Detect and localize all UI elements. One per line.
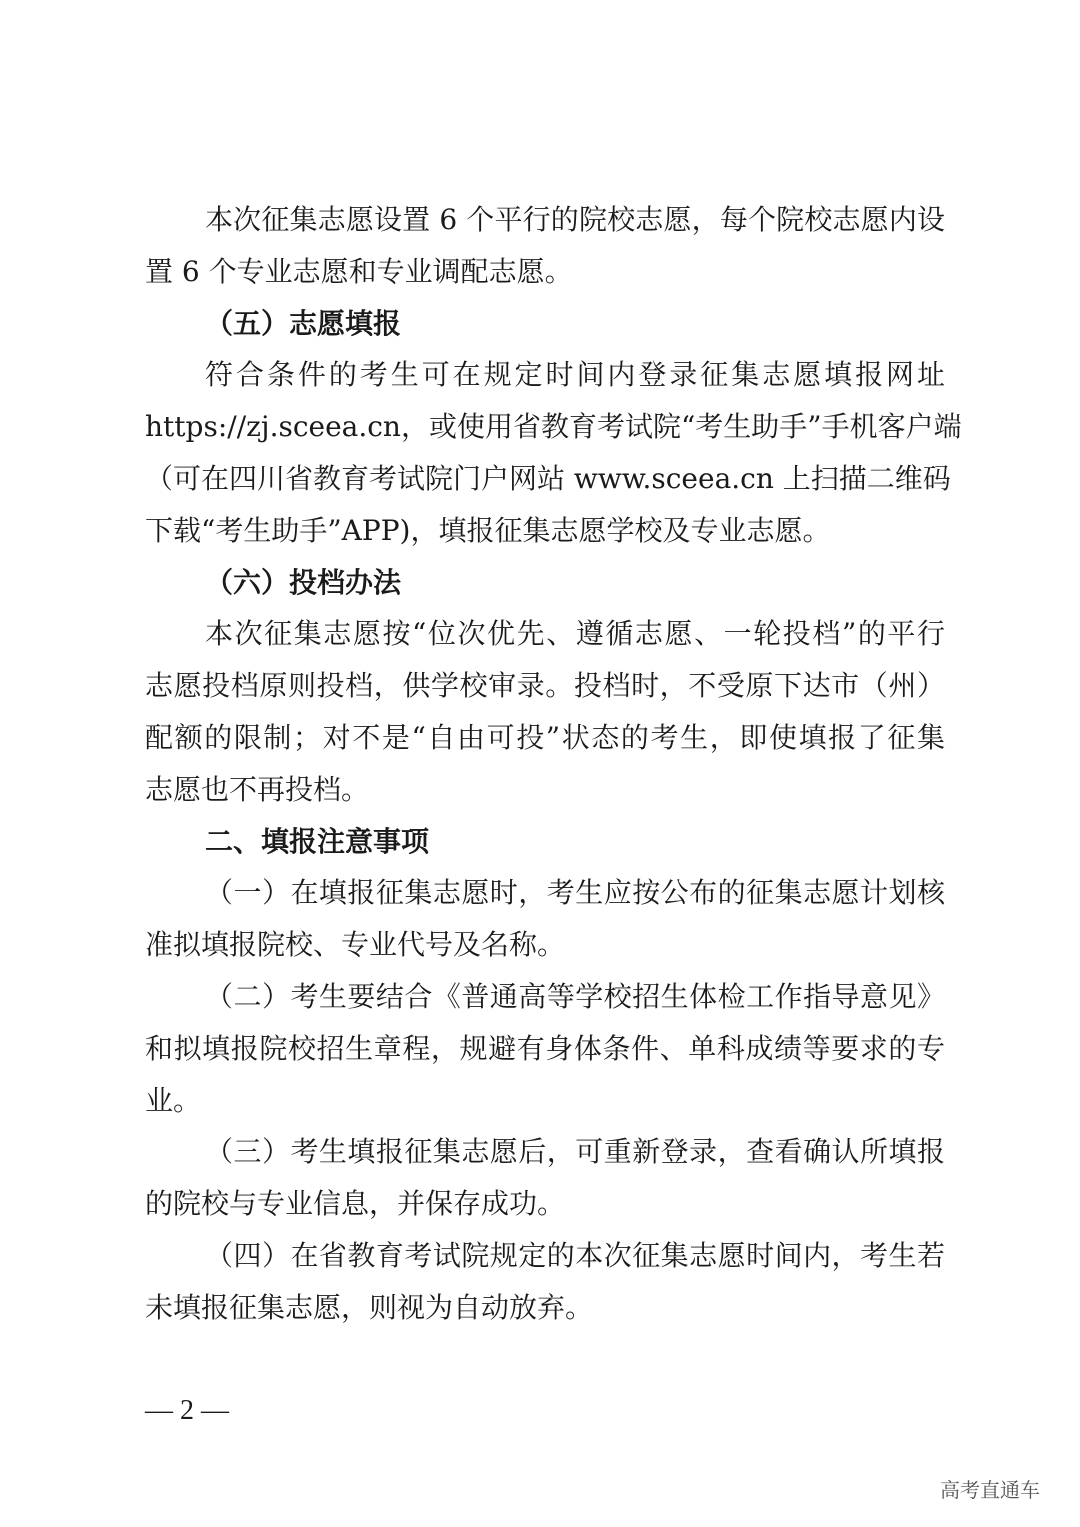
text-line: 未填报征集志愿，则视为自动放弃。 bbox=[145, 1290, 594, 1324]
text-line: 志愿也不再投档。 bbox=[145, 772, 370, 806]
text-line: （四）在省教育考试院规定的本次征集志愿时间内，考生若 bbox=[205, 1238, 945, 1272]
text-line: （二）考生要结合《普通高等学校招生体检工作指导意见》 bbox=[205, 979, 945, 1013]
paragraph bbox=[145, 608, 945, 815]
section-heading bbox=[145, 557, 945, 609]
text-line: https://zj.sceea.cn，或使用省教育考试院“考生助手”手机客户端 bbox=[145, 410, 962, 444]
paragraph bbox=[145, 1126, 945, 1230]
text-line: （六）投档办法 bbox=[205, 565, 402, 599]
text-line: 和拟填报院校招生章程，规避有身体条件、单科成绩等要求的专 bbox=[145, 1031, 945, 1065]
section-heading bbox=[145, 816, 945, 868]
watermark: 高考直通车 bbox=[940, 1478, 1040, 1502]
text-line: 志愿投档原则投档，供学校审录。投档时，不受原下达市（州） bbox=[145, 669, 945, 703]
text-line: 配额的限制；对不是“自由可投”状态的考生，即使填报了征集 bbox=[145, 720, 945, 754]
document-body bbox=[145, 194, 962, 1334]
page-number: — 2 — bbox=[145, 1395, 229, 1426]
paragraph bbox=[145, 867, 945, 971]
text-line: （五）志愿填报 bbox=[205, 306, 402, 340]
text-line: （一）在填报征集志愿时，考生应按公布的征集志愿计划核 bbox=[205, 876, 945, 910]
text-line: 符合条件的考生可在规定时间内登录征集志愿填报网址 bbox=[205, 358, 945, 392]
text-line: 下载“考生助手”APP)，填报征集志愿学校及专业志愿。 bbox=[145, 513, 831, 547]
section-heading bbox=[145, 298, 945, 350]
text-line: 置 6 个专业志愿和专业调配志愿。 bbox=[145, 254, 573, 288]
paragraph bbox=[145, 1230, 945, 1334]
paragraph bbox=[145, 349, 962, 556]
text-line: 业。 bbox=[145, 1083, 202, 1117]
text-line: 的院校与专业信息，并保存成功。 bbox=[145, 1187, 566, 1221]
text-line: 本次征集志愿设置 6 个平行的院校志愿，每个院校志愿内设 bbox=[205, 203, 945, 236]
paragraph bbox=[145, 971, 945, 1126]
text-line: 准拟填报院校、专业代号及名称。 bbox=[145, 928, 566, 962]
text-line: 本次征集志愿按“位次优先、遵循志愿、一轮投档”的平行 bbox=[205, 617, 945, 651]
text-line: 二、填报注意事项 bbox=[205, 824, 430, 858]
text-line: （可在四川省教育考试院门户网站 www.sceea.cn 上扫描二维码 bbox=[145, 461, 951, 495]
paragraph bbox=[145, 194, 945, 298]
text-line: （三）考生填报征集志愿后，可重新登录，查看确认所填报 bbox=[205, 1135, 945, 1169]
